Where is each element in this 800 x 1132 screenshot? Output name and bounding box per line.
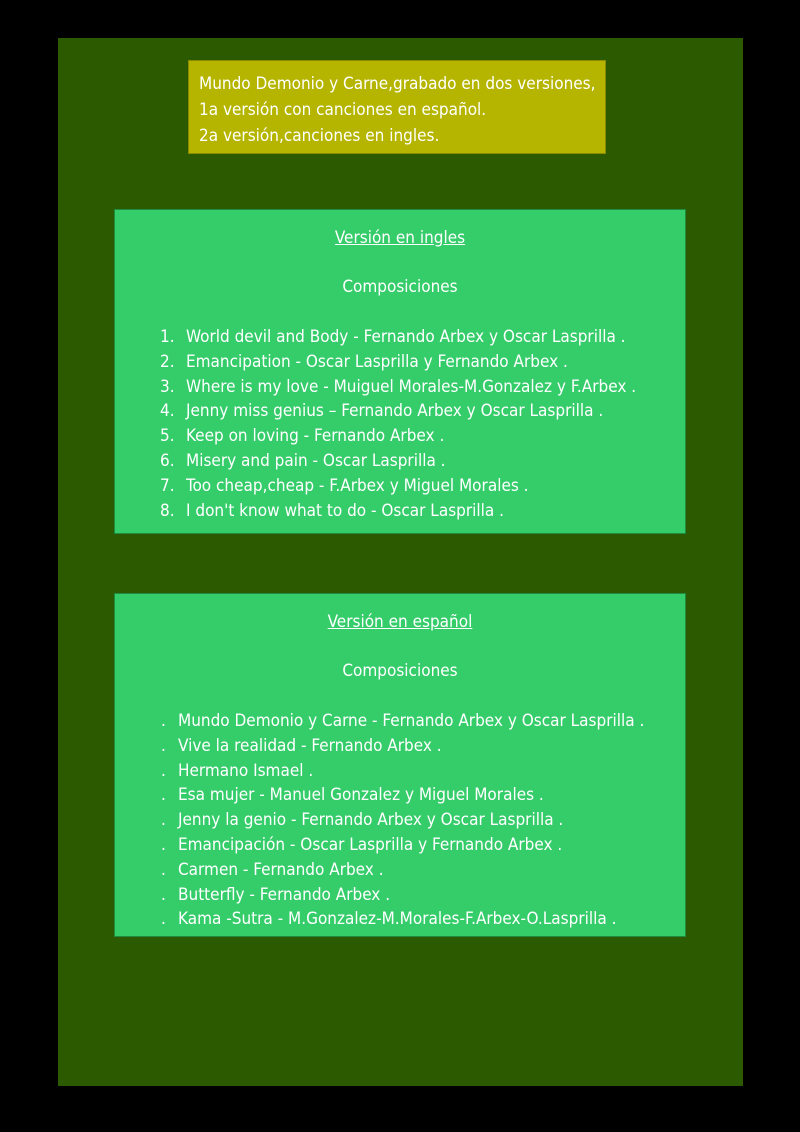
track-number: 4. (160, 401, 175, 422)
track-item (115, 734, 685, 759)
spanish-version-title: Versión en español (327, 612, 473, 632)
track-number: 1. (160, 327, 175, 347)
track-text: Hermano Ismael . (178, 760, 314, 781)
english-version-panel (114, 209, 686, 534)
track-item (115, 499, 685, 524)
track-text: Butterfly - Fernando Arbex . (178, 884, 391, 905)
track-text: Where is my love - Muiguel Morales-M.Gonzalez y F.Arbex . (186, 376, 637, 397)
track-item (115, 883, 685, 908)
track-number: 3. (160, 376, 175, 397)
english-version-subtitle: Composiciones (342, 277, 458, 297)
track-bullet: . (161, 785, 166, 806)
track-bullet: . (161, 711, 166, 731)
track-item (115, 350, 685, 375)
track-item (115, 375, 685, 400)
track-text: Mundo Demonio y Carne - Fernando Arbex y Oscar Lasprilla . (178, 711, 645, 731)
track-number: 6. (160, 450, 175, 471)
track-text: Kama -Sutra - M.Gonzalez-M.Morales-F.Arbex-O.Lasprilla . (178, 909, 617, 930)
intro-note-line: Mundo Demonio y Carne,grabado en dos versiones, (199, 74, 596, 94)
track-item (115, 474, 685, 499)
track-text: I don't know what to do - Oscar Lasprilla . (186, 500, 504, 521)
track-text: Too cheap,cheap - F.Arbex y Miguel Morales . (186, 475, 529, 496)
track-number: 2. (160, 351, 175, 372)
track-item (115, 808, 685, 833)
intro-note-line: 1a versión con canciones en español. (199, 100, 487, 120)
track-item (115, 759, 685, 784)
track-item (115, 399, 685, 424)
track-text: Emancipación - Oscar Lasprilla y Fernando Arbex . (178, 834, 563, 855)
track-text: Misery and pain - Oscar Lasprilla . (186, 450, 446, 471)
track-item (115, 783, 685, 808)
track-bullet: . (161, 909, 166, 930)
track-item (115, 325, 685, 350)
track-bullet: . (161, 884, 166, 905)
track-item (115, 424, 685, 449)
track-text: World devil and Body - Fernando Arbex y Oscar Lasprilla . (186, 327, 626, 347)
track-text: Esa mujer - Manuel Gonzalez y Miguel Morales . (178, 785, 544, 806)
track-text: Vive la realidad - Fernando Arbex . (178, 735, 442, 756)
spanish-version-subtitle: Composiciones (342, 661, 458, 681)
track-bullet: . (161, 810, 166, 831)
track-number: 5. (160, 426, 175, 447)
track-bullet: . (161, 735, 166, 756)
track-item (115, 709, 685, 734)
english-track-list (115, 325, 685, 523)
track-text: Emancipation - Oscar Lasprilla y Fernando Arbex . (186, 351, 568, 372)
track-text: Jenny la genio - Fernando Arbex y Oscar Lasprilla . (178, 810, 564, 831)
track-item (115, 449, 685, 474)
intro-note-line: 2a versión,canciones en ingles. (199, 126, 440, 146)
track-bullet: . (161, 834, 166, 855)
track-text: Carmen - Fernando Arbex . (178, 859, 384, 880)
track-item (115, 858, 685, 883)
english-version-title: Versión en ingles (334, 228, 466, 248)
intro-note (188, 60, 606, 154)
track-text: Jenny miss genius – Fernando Arbex y Oscar Lasprilla . (186, 401, 604, 422)
track-bullet: . (161, 859, 166, 880)
track-number: 7. (160, 475, 175, 496)
spanish-version-panel (114, 593, 686, 937)
spanish-track-list (115, 709, 685, 932)
track-bullet: . (161, 760, 166, 781)
track-text: Keep on loving - Fernando Arbex . (186, 426, 445, 447)
track-number: 8. (160, 500, 175, 521)
track-item (115, 833, 685, 858)
track-item (115, 907, 685, 932)
